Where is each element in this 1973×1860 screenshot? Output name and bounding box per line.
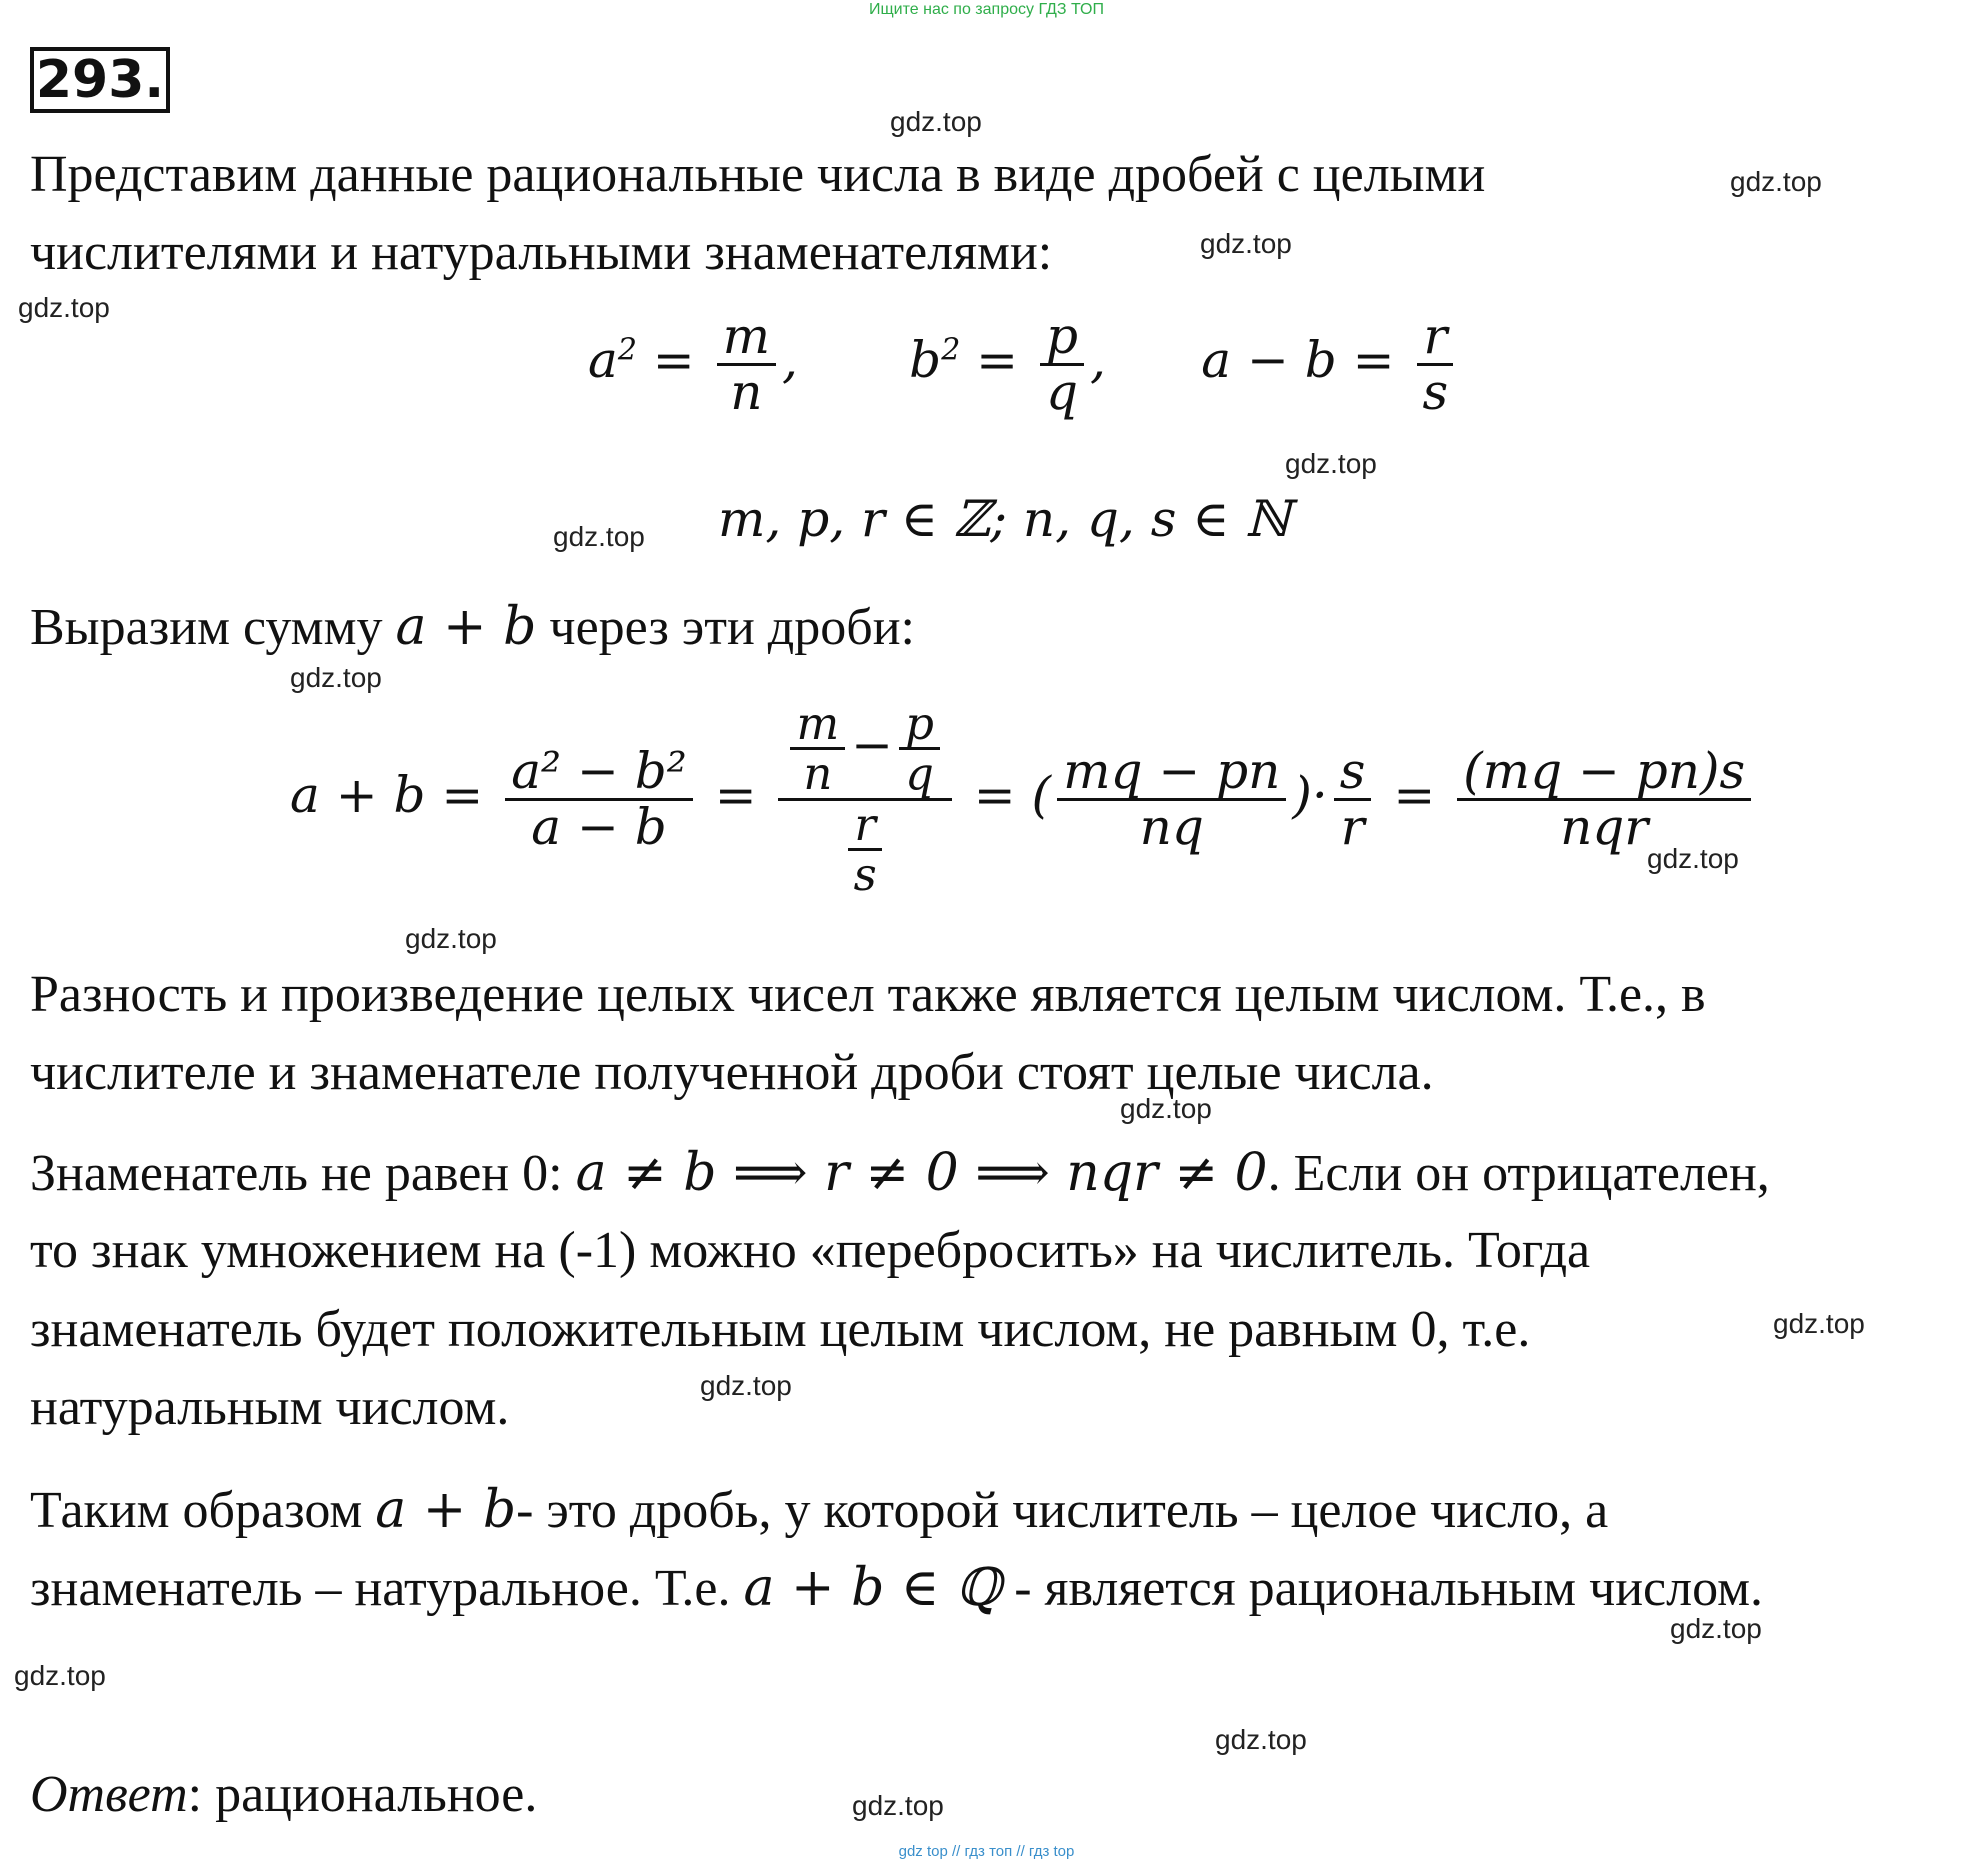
watermark: gdz.top — [1647, 843, 1739, 874]
para4-line2: то знак умножением на (-1) можно «перебросить» на числитель. Тогда — [30, 1222, 1591, 1279]
top-note: Ищите нас по запросу ГДЗ ТОП — [869, 1, 1104, 18]
para4-line3: знаменатель будет положительным целым числом, не равным 0, т.е. — [30, 1301, 1531, 1358]
para4-line4: натуральным числом. — [30, 1379, 510, 1436]
answer-label: Ответ — [30, 1766, 188, 1823]
watermark: gdz.top — [18, 292, 110, 323]
para5-line2: знаменатель – натуральное. Т.е. a + b ∈ ℚ - является рациональным числом. — [30, 1558, 1763, 1618]
watermark: gdz.top — [1670, 1613, 1762, 1644]
para2: Выразим сумму a + b через эти дроби: — [30, 597, 915, 657]
watermark: gdz.top — [1120, 1093, 1212, 1124]
watermark: gdz.top — [1773, 1308, 1865, 1339]
watermark: gdz.top — [1285, 448, 1377, 479]
footer-links[interactable]: gdz top // гдз топ // гдз top — [898, 1843, 1075, 1860]
watermark: gdz.top — [852, 1790, 944, 1821]
equation-1: $a^2$ = $\frac{m}{n}$ , $b^2$ = $\frac{p}{q}$ , a − b = $\frac{r}{s}$ — [588, 310, 1460, 418]
watermark: gdz.top — [14, 1660, 106, 1691]
para3-line2: числителе и знаменателе полученной дроби стоят целые числа. — [30, 1044, 1434, 1101]
para1-line1: Представим данные рациональные числа в виде дробей с целыми — [30, 146, 1486, 203]
watermark: gdz.top — [290, 662, 382, 693]
watermark: gdz.top — [1215, 1724, 1307, 1755]
watermark: gdz.top — [553, 521, 645, 552]
watermark: gdz.top — [1200, 228, 1292, 259]
watermark: gdz.top — [405, 923, 497, 954]
para3-line1: Разность и произведение целых чисел также является целым числом. Т.е., в — [30, 966, 1706, 1023]
watermark: gdz.top — [1730, 166, 1822, 197]
watermark: gdz.top — [890, 106, 982, 137]
equation-3: a + b = $\frac{\text{a² − b²}}{a - b}$ = $\frac{m}{n}$ − $\frac{p}{q}$ $\frac{r}{s}$ = ( $\frac{mq - pn}{nq}$ )· $\frac{s}{r}$ = $\frac{(mq - pn)s}{\text{nqr}}$ — [290, 700, 1757, 898]
equation-2: m, p, r ∈ ℤ; n, q, s ∈ ℕ — [718, 490, 1291, 548]
answer-text: : рациональное. — [187, 1766, 538, 1823]
para4-line1: Знаменатель не равен 0: a ≠ b ⟹ r ≠ 0 ⟹ nqr ≠ 0. Если он отрицателен, — [30, 1143, 1770, 1203]
para5-line1: Таким образом a + b- это дробь, у которой числитель – целое число, а — [30, 1480, 1609, 1540]
answer — [30, 1755, 537, 1835]
watermark: gdz.top — [700, 1370, 792, 1401]
problem-number: 293. — [30, 47, 170, 113]
para1-line2: числителями и натуральными знаменателями: — [30, 224, 1053, 281]
